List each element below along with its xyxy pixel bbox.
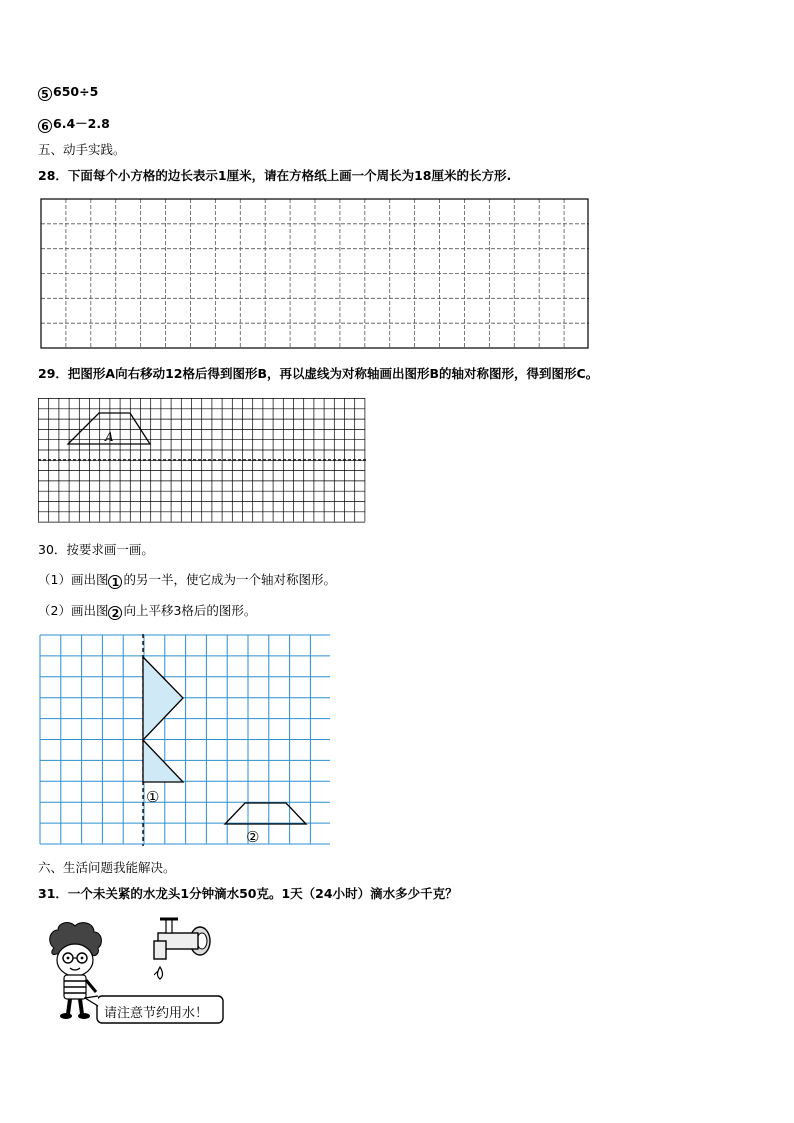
figure-1-label: ① — [146, 788, 160, 806]
speech-bubble-tail — [84, 994, 100, 1008]
q30-1-post: 的另一半，使它成为一个轴对称图形。 — [123, 572, 336, 587]
circled-number-2: 2 — [108, 606, 122, 620]
section-5-heading: 五、动手实践。 — [38, 142, 126, 157]
question-6-text: 6.4－2.8 — [53, 116, 110, 131]
figure-1-lower-triangle — [143, 740, 183, 782]
figure-2-trapezoid — [225, 803, 306, 824]
question-30: 30．按要求画一画。 — [38, 542, 154, 557]
q30-2-post: 向上平移3格后的图形。 — [123, 603, 257, 618]
circled-number-5: 5 — [38, 87, 52, 101]
circled-number-1: 1 — [108, 575, 122, 589]
figure-2-label: ② — [246, 828, 260, 846]
q30-2-pre: （2）画出图 — [38, 603, 109, 618]
question-6 — [38, 116, 110, 133]
question-5-text: 650÷5 — [53, 84, 99, 99]
grid-q30-lines — [40, 635, 330, 844]
grid-q28[interactable] — [40, 198, 590, 350]
q30-1-pre: （1）画出图 — [38, 572, 109, 587]
circled-number-6: 6 — [38, 119, 52, 133]
trapezoid-a-label: A — [105, 430, 114, 444]
grid-q28-lines — [41, 199, 589, 348]
question-30-1 — [38, 572, 336, 589]
faucet-icon — [140, 915, 215, 990]
grid-q30[interactable] — [38, 634, 330, 848]
section-6-heading: 六、生活问题我能解决。 — [38, 860, 176, 875]
question-5 — [38, 84, 98, 101]
grid-q29[interactable] — [38, 398, 368, 524]
figure-1-upper-triangle — [143, 657, 183, 740]
question-30-2 — [38, 603, 256, 620]
speech-bubble-text: 请注意节约用水！ — [104, 1006, 209, 1021]
question-28: 28．下面每个小方格的边长表示1厘米，请在方格纸上画一个周长为18厘米的长方形. — [38, 168, 512, 183]
question-31: 31．一个未关紧的水龙头1分钟滴水50克。1天（24小时）滴水多少千克？ — [38, 886, 458, 901]
question-29: 29．把图形A向右移动12格后得到图形B，再以虚线为对称轴画出图形B的轴对称图形，得到图形C。 — [38, 366, 599, 381]
